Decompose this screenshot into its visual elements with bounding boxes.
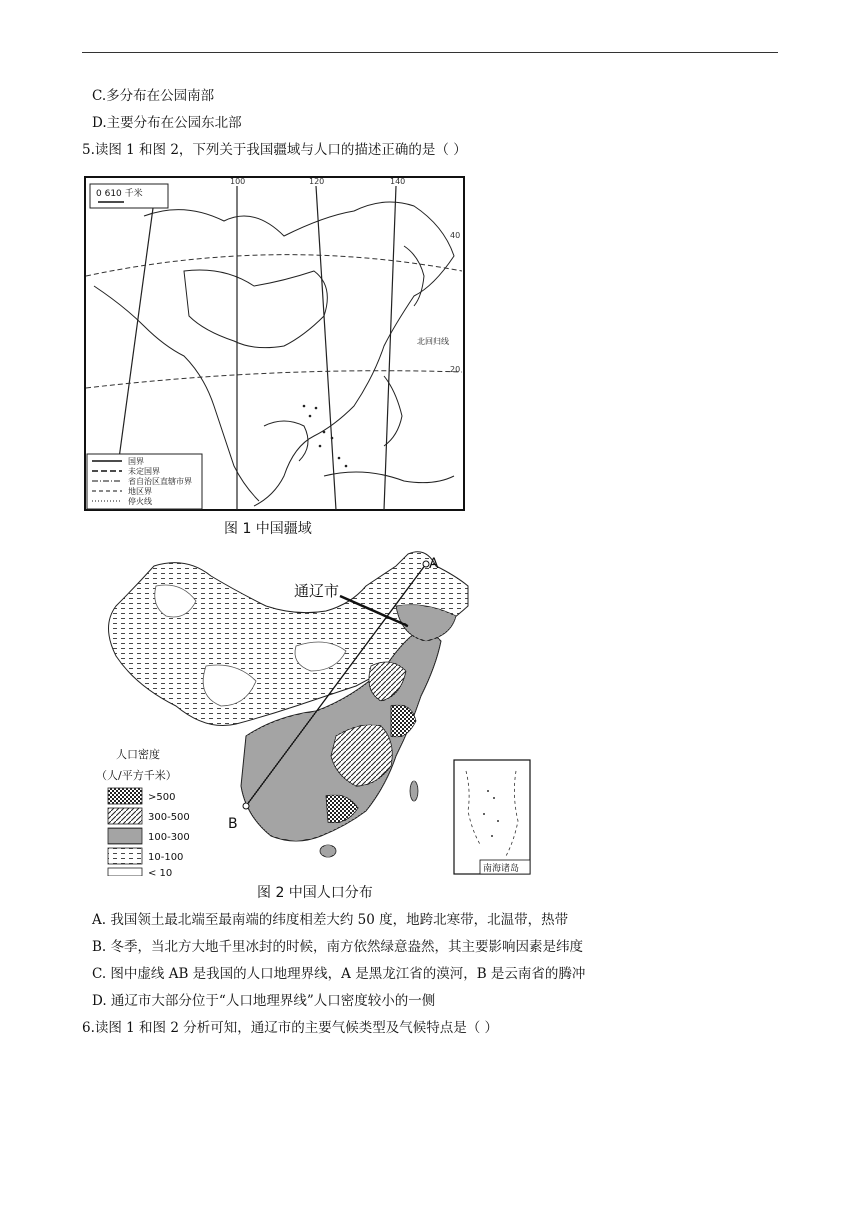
lon-label-100: 100 (230, 177, 246, 186)
figure-2-population-map (96, 546, 532, 876)
legend-over-500: >500 (148, 792, 176, 803)
question-5-option-c: C. 图中虚线 AB 是我国的人口地理界线，A 是黑龙江省的漠河，B 是云南省的腾冲 (92, 966, 586, 982)
option-c-previous: C.多分布在公园南部 (92, 88, 215, 104)
point-b-label: B (228, 816, 238, 832)
tongliao-label: 通辽市 (294, 582, 340, 600)
option-d-previous: D.主要分布在公园东北部 (92, 115, 242, 131)
question-5-option-b: B. 冬季，当北方大地千里冰封的时候，南方依然绿意盎然，其主要影响因素是纬度 (92, 939, 584, 955)
inset-label: 南海诸岛 (483, 864, 520, 874)
legend-unit: （人/平方千米） (96, 769, 177, 782)
figure-1-territory-map (84, 176, 466, 512)
legend-undetermined-border: 未定国界 (128, 467, 160, 476)
question-5-option-a: A. 我国领土最北端至最南端的纬度相差大约 50 度，地跨北寒带，北温带，热带 (92, 912, 569, 928)
legend-national-border: 国界 (128, 457, 144, 466)
header-rule (82, 52, 778, 53)
figure-2-caption: 图 2 中国人口分布 (257, 885, 373, 901)
legend-10-100: 10-100 (148, 852, 184, 863)
lon-label-120: 120 (309, 177, 325, 186)
legend-under-10: < 10 (148, 868, 173, 876)
legend-100-300: 100-300 (148, 832, 190, 843)
legend-title: 人口密度 (116, 748, 160, 761)
figure-1-caption: 图 1 中国疆域 (224, 521, 312, 537)
legend-300-500: 300-500 (148, 812, 190, 823)
legend-ceasefire-line: 停火线 (128, 497, 152, 506)
question-6: 6.读图 1 和图 2 分析可知，通辽市的主要气候类型及气候特点是（ ） (82, 1020, 499, 1036)
legend-region-border: 地区界 (128, 487, 152, 496)
lat-label-40: 40 (450, 231, 461, 240)
point-a-label: A (429, 556, 439, 572)
lat-label-20: 20 (450, 365, 461, 374)
lon-label-140: 140 (390, 177, 406, 186)
question-5-option-d: D. 通辽市大部分位于“人口地理界线”人口密度较小的一侧 (92, 993, 436, 1009)
tropic-label: 北回归线 (417, 337, 449, 346)
question-5: 5.读图 1 和图 2，下列关于我国疆域与人口的描述正确的是（ ） (82, 142, 467, 158)
scale-label: 0 610 千米 (96, 189, 143, 199)
legend-province-border: 省自治区直辖市界 (128, 477, 192, 486)
